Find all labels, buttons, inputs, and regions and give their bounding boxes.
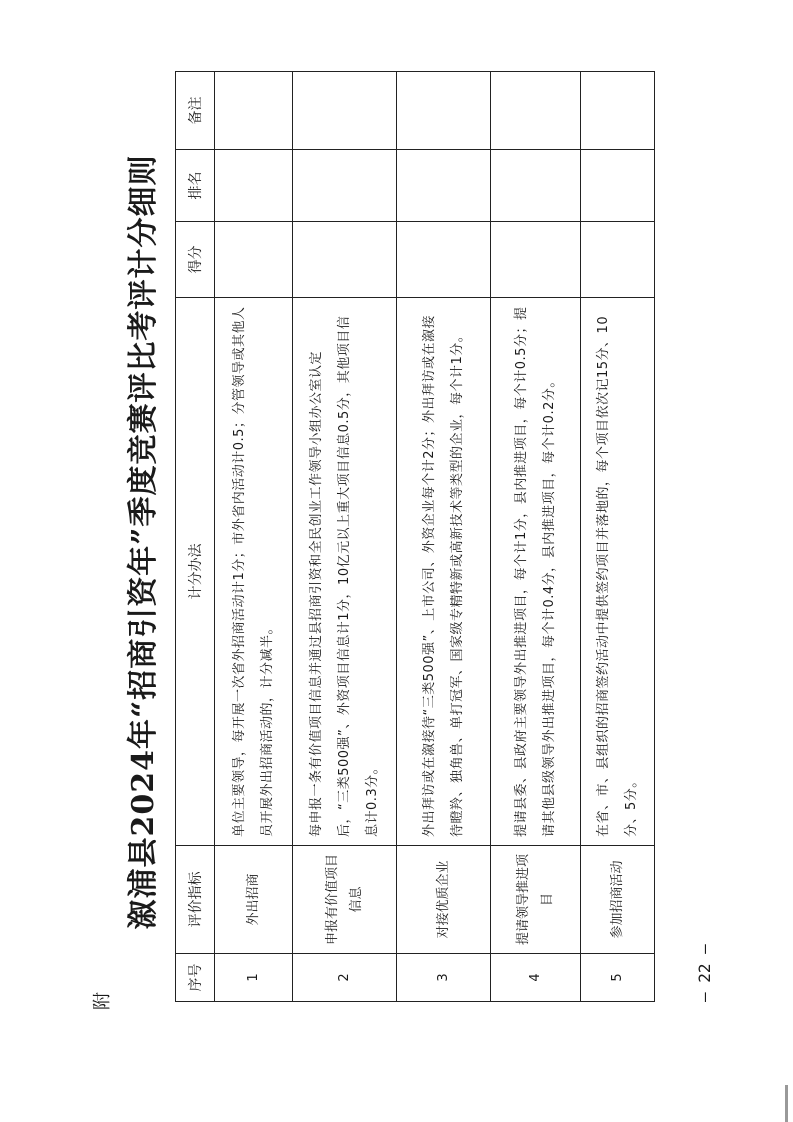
table-row (397, 72, 491, 1002)
row-seq: 5 (581, 954, 655, 1002)
row-note-cell (491, 72, 581, 150)
header-method: 计分办法 (176, 298, 215, 846)
row-score-cell (293, 222, 397, 298)
row-note-cell (293, 72, 397, 150)
row-note-cell (215, 72, 293, 150)
row-score-cell (491, 222, 581, 298)
row-indicator: 参加招商活动 (581, 846, 655, 954)
page-number: — 22 — (695, 944, 714, 1002)
row-seq: 2 (293, 954, 397, 1002)
row-method: 外出拜访或在溆接待“三类500强”、上市公司、外资企业每个计2分；外出拜访或在溆接待瞪羚、独角兽、单打冠军、国家级专精特新或高新技术等类型的企业，每个计1分。 (397, 298, 491, 846)
header-rank: 排名 (176, 150, 215, 222)
row-rank-cell (581, 150, 655, 222)
table-header-row (176, 72, 215, 1002)
row-indicator: 申报有价值项目信息 (293, 846, 397, 954)
row-note-cell (397, 72, 491, 150)
header-seq: 序号 (176, 954, 215, 1002)
row-rank-cell (397, 150, 491, 222)
scoring-table (175, 71, 655, 1002)
row-score-cell (397, 222, 491, 298)
row-method: 提请县委、县政府主要领导外出推进项目，每个计1分，县内推进项目，每个计0.5分；提请其他县级领导外出推进项目，每个计0.4分，县内推进项目，每个计0.2分。 (491, 298, 581, 846)
header-indicator: 评价指标 (176, 846, 215, 954)
table-row (491, 72, 581, 1002)
table-row (581, 72, 655, 1002)
row-indicator: 对接优质企业 (397, 846, 491, 954)
table-row (215, 72, 293, 1002)
scan-edge-mark (785, 1085, 788, 1122)
row-method: 单位主要领导，每开展一次省外招商活动计1分；市外省内活动计0.5；分管领导或其他人员开展外出招商活动的，计分减半。 (215, 298, 293, 846)
page-title: 溆浦县2024年“招商引资年”季度竞赛评比考评计分细则 (126, 154, 161, 930)
row-rank-cell (215, 150, 293, 222)
row-rank-cell (293, 150, 397, 222)
row-seq: 1 (215, 954, 293, 1002)
row-seq: 4 (491, 954, 581, 1002)
row-method: 在省、市、县组织的招商签约活动中提供签约项目并落地的，每个项目依次记15分、10分、5分。 (581, 298, 655, 846)
row-indicator: 外出招商 (215, 846, 293, 954)
row-rank-cell (491, 150, 581, 222)
row-score-cell (581, 222, 655, 298)
row-note-cell (581, 72, 655, 150)
header-note: 备注 (176, 72, 215, 150)
row-score-cell (215, 222, 293, 298)
attachment-label: 附 (92, 992, 113, 1010)
row-seq: 3 (397, 954, 491, 1002)
row-method: 每申报一条有价值项目信息并通过县招商引资和全民创业工作领导小组办公室认定后，“三类500强”、外资项目信息计1分，10亿元以上重大项目信息0.5分，其他项目信息计0.3分。 (293, 298, 397, 846)
row-indicator: 提请领导推进项目 (491, 846, 581, 954)
table-row (293, 72, 397, 1002)
header-score: 得分 (176, 222, 215, 298)
